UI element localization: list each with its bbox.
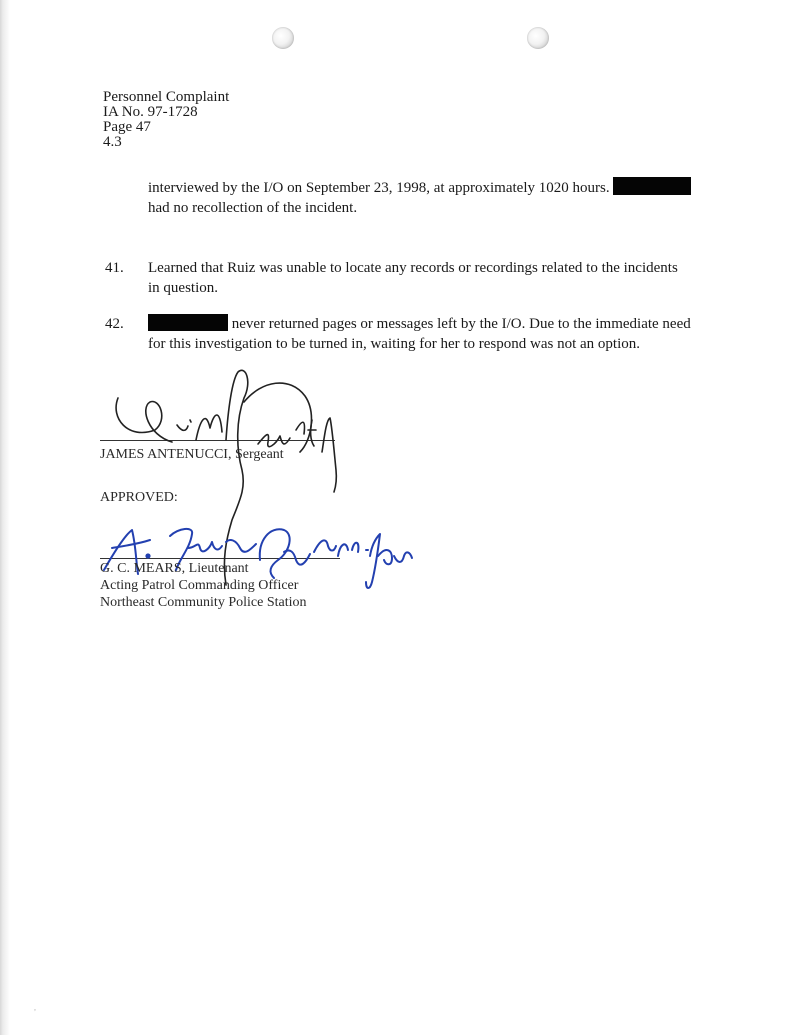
signer-handwritten-signature	[116, 370, 336, 585]
item-42-line-1: never returned pages or messages left by the I/O. Due to the immediate need	[231, 316, 691, 332]
approver-block	[100, 560, 307, 611]
approver-name: G. C. MEARS, Lieutenant	[100, 561, 249, 576]
continuation-text-2: had no recollection of the incident.	[148, 200, 358, 216]
continuation-text: interviewed by the I/O on September 23, 1998, at approximately 1020 hours.	[148, 180, 610, 196]
approver-unit: Northeast Community Police Station	[100, 595, 307, 610]
item-number-41: 41.	[105, 260, 124, 276]
approved-label: APPROVED:	[100, 490, 178, 505]
header-page-number: Page 47	[103, 119, 151, 135]
scan-speck: ,	[34, 1003, 36, 1012]
approver-title: Acting Patrol Commanding Officer	[100, 578, 299, 593]
signer-name: JAMES ANTENUCCI, Sergeant	[100, 447, 284, 462]
header-document-type: Personnel Complaint	[103, 89, 230, 105]
item-41-line-1: Learned that Ruiz was unable to locate any records or recordings related to the incidents	[148, 260, 678, 276]
header-section: 4.3	[103, 134, 122, 150]
header-ia-number: IA No. 97-1728	[103, 104, 198, 120]
item-42-line-2: for this investigation to be turned in, waiting for her to respond was not an option.	[148, 336, 640, 352]
item-41-line-2: in question.	[148, 280, 218, 296]
item-number-42: 42.	[105, 316, 124, 332]
